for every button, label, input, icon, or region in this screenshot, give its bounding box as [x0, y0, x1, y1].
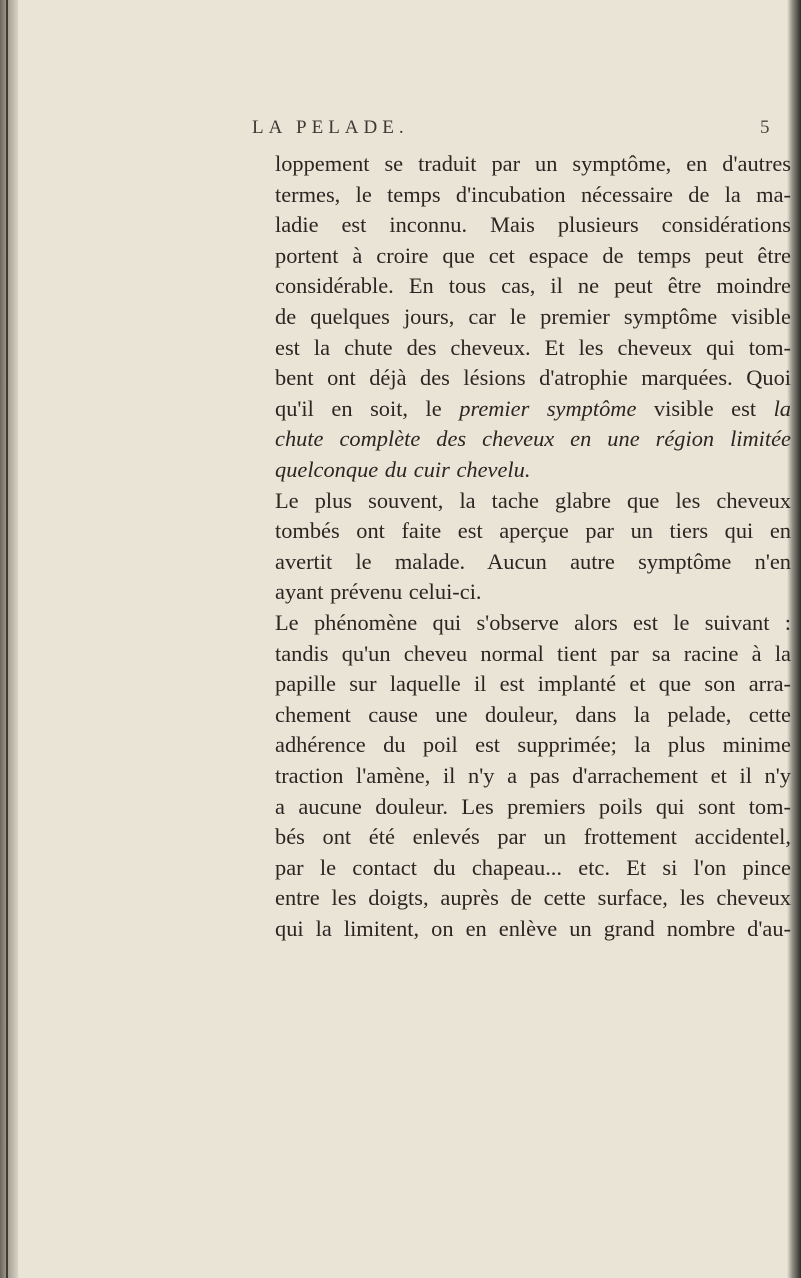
line-text: papille sur laquelle il est implanté et que son arra- — [275, 671, 791, 697]
line-text: termes, le temps d'incubation nécessaire de la ma- — [275, 181, 791, 207]
line-text: ayant prévenu celui-ci. — [275, 579, 482, 605]
text-line — [275, 455, 530, 486]
text-line — [275, 669, 791, 700]
text-line — [275, 914, 791, 945]
italic-text: chute complète des cheveux en une région limitée — [275, 426, 791, 452]
text-line — [275, 210, 791, 241]
text-line — [275, 577, 482, 608]
line-text: bent ont déjà des lésions d'atrophie marquées. Quoi — [275, 365, 791, 391]
text-line — [275, 486, 791, 517]
italic-text: quelconque du cuir chevelu. — [275, 457, 531, 482]
line-text: traction l'amène, il n'y a pas d'arrachement et il n'y — [275, 763, 791, 788]
italic-text: la — [773, 395, 791, 421]
text-line — [275, 822, 791, 853]
text-line — [275, 608, 791, 639]
text-line — [275, 241, 791, 272]
line-text: est la chute des cheveux. Et les cheveux qui tom- — [275, 334, 791, 360]
line-text: qui la limitent, on en enlève un grand nombre d'au- — [275, 916, 791, 941]
line-text: portent à croire que cet espace de temps peut être — [275, 242, 791, 268]
text-line — [275, 853, 791, 884]
text-line — [275, 700, 791, 731]
line-text: tandis qu'un cheveu normal tient par sa racine à la — [275, 640, 791, 666]
page-number: 5 — [760, 117, 770, 138]
text-line — [275, 302, 791, 333]
line-text: par le contact du chapeau... etc. Et si l'on pince — [275, 854, 791, 880]
line-text: ladie est inconnu. Mais plusieurs considérations — [275, 212, 791, 238]
text-line — [275, 394, 791, 425]
text-line — [275, 424, 791, 455]
line-text: a aucune douleur. Les premiers poils qui sont tom- — [275, 793, 791, 819]
running-title: LA PELADE. — [252, 117, 409, 138]
line-text: de quelques jours, car le premier symptôme visible — [275, 304, 791, 329]
line-text: avertit le malade. Aucun autre symptôme n'en — [275, 548, 791, 574]
line-text: Le plus souvent, la tache glabre que les cheveux — [275, 487, 791, 513]
text-line — [275, 516, 791, 547]
line-text: entre les doigts, auprès de cette surface, les cheveux — [275, 885, 791, 911]
text-line — [275, 547, 791, 578]
line-text: tombés ont faite est aperçue par un tiers qui en — [275, 518, 791, 544]
text-line — [275, 792, 791, 823]
text-line — [275, 333, 791, 364]
text-line — [275, 180, 791, 211]
line-text: qu'il en soit, le — [275, 395, 460, 421]
text-line — [275, 363, 791, 394]
line-text: considérable. En tous cas, il ne peut être moindre — [275, 273, 791, 299]
text-line — [275, 761, 791, 792]
italic-text: premier symptôme — [459, 395, 637, 421]
text-line — [275, 639, 791, 670]
text-line — [275, 271, 791, 302]
text-line — [275, 149, 791, 180]
line-text: visible est — [636, 395, 774, 421]
text-line — [275, 883, 791, 914]
line-text: chement cause une douleur, dans la pelade, cette — [275, 701, 791, 727]
line-text: bés ont été enlevés par un frottement accidentel, — [275, 824, 791, 850]
text-line — [275, 730, 791, 761]
line-text: adhérence du poil est supprimée; la plus minime — [275, 732, 791, 758]
line-text: Le phénomène qui s'observe alors est le suivant : — [275, 610, 791, 635]
line-text: loppement se traduit par un symptôme, en d'autres — [275, 151, 791, 176]
